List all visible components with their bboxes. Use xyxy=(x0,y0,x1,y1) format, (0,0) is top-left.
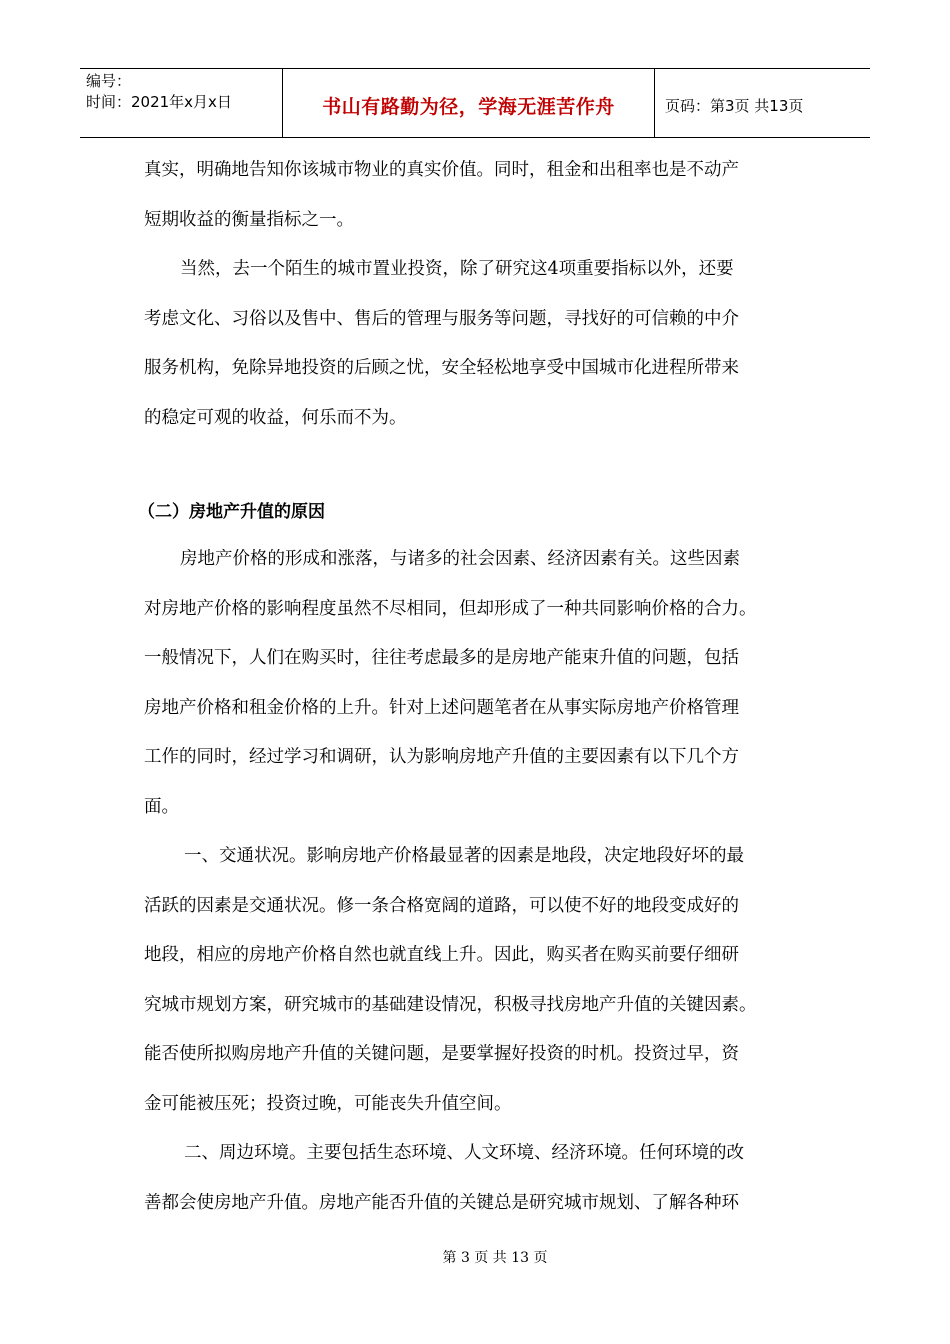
section-heading: （二）房地产升值的原因 xyxy=(138,502,325,522)
paragraph-line: 活跃的因素是交通状况。修一条合格宽阔的道路，可以使不好的地段变成好的 xyxy=(144,895,739,916)
paragraph-4 xyxy=(144,838,824,1135)
header-motto: 书山有路勤为径，学海无涯苦作舟 xyxy=(322,95,615,118)
paragraph-line: 二、周边环境。主要包括生态环境、人文环境、经济环境。任何环境的改 xyxy=(184,1143,744,1163)
paragraph-line: 面。 xyxy=(144,796,179,817)
paragraph-2 xyxy=(144,251,824,449)
document-time-label: 时间：2021年x月x日 xyxy=(86,93,232,111)
paragraph-3 xyxy=(144,541,824,838)
document-body xyxy=(138,152,824,1234)
paragraph-line: 地段，相应的房地产价格自然也就直线上升。因此，购买者在购买前要仔细研 xyxy=(144,945,739,965)
paragraph-line: 的稳定可观的收益，何乐而不为。 xyxy=(144,407,407,428)
header-motto-cell xyxy=(282,69,655,137)
paragraph-line: 对房地产价格的影响程度虽然不尽相同，但却形成了一种共同影响价格的合力。 xyxy=(144,598,757,619)
paragraph-5 xyxy=(144,1135,824,1234)
page-header xyxy=(80,68,870,138)
header-page-info: 页码：第3页 共13页 xyxy=(665,96,804,115)
paragraph-line: 短期收益的衡量指标之一。 xyxy=(144,209,354,230)
paragraph-line: 考虑文化、习俗以及售中、售后的管理与服务等问题，寻找好的可信赖的中介 xyxy=(144,308,739,329)
paragraph-line: 服务机构，免除异地投资的后顾之忧，安全轻松地享受中国城市化进程所带来 xyxy=(144,358,739,378)
paragraph-line: 究城市规划方案，研究城市的基础建设情况，积极寻找房地产升值的关键因素。 xyxy=(144,994,757,1015)
paragraph-line: 善都会使房地产升值。房地产能否升值的关键总是研究城市规划、了解各种环 xyxy=(144,1192,739,1213)
paragraph-line: 金可能被压死；投资过晚，可能丧失升值空间。 xyxy=(144,1093,512,1114)
paragraph-line: 房地产价格的形成和涨落，与诸多的社会因素、经济因素有关。这些因素 xyxy=(180,549,740,569)
paragraph-line: 能否使所拟购房地产升值的关键问题，是要掌握好投资的时机。投资过早，资 xyxy=(144,1044,739,1064)
paragraph-line: 一、交通状况。影响房地产价格最显著的因素是地段，决定地段好坏的最 xyxy=(184,846,744,866)
paragraph-1 xyxy=(144,152,824,251)
paragraph-gap xyxy=(144,449,824,497)
paragraph-line: 一般情况下，人们在购买时，往往考虑最多的是房地产能束升值的问题，包括 xyxy=(144,648,739,668)
paragraph-line: 房地产价格和租金价格的上升。针对上述问题笔者在从事实际房地产价格管理 xyxy=(144,697,739,718)
document-number-label: 编号： xyxy=(86,72,132,90)
paragraph-line: 真实，明确地告知你该城市物业的真实价值。同时，租金和出租率也是不动产 xyxy=(144,160,739,180)
paragraph-line: 当然，去一个陌生的城市置业投资，除了研究这4项重要指标以外，还要 xyxy=(180,259,734,279)
header-page-cell xyxy=(655,69,870,137)
page-footer: 第 3 页 共 13 页 xyxy=(442,1250,548,1266)
paragraph-line: 工作的同时，经过学习和调研，认为影响房地产升值的主要因素有以下几个方 xyxy=(144,747,739,767)
header-meta xyxy=(80,69,282,137)
